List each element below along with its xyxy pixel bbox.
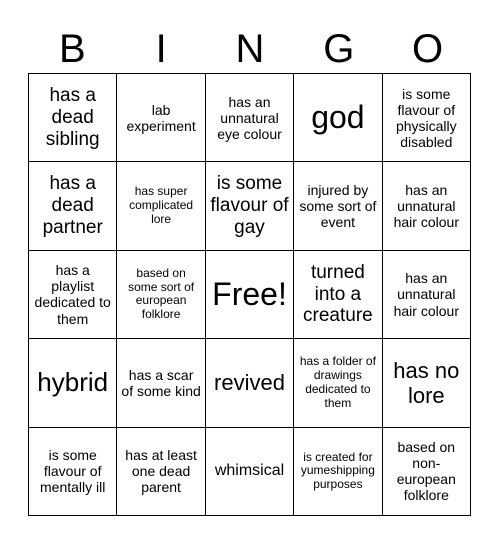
- bingo-cell[interactable]: [294, 339, 382, 427]
- bingo-cell-text: has no lore: [393, 357, 460, 408]
- bingo-cell[interactable]: [383, 251, 471, 339]
- bingo-cell[interactable]: [29, 428, 117, 516]
- bingo-cell-text: hybrid: [37, 366, 109, 397]
- bingo-cell-text: is some flavour of gay: [210, 173, 289, 239]
- bingo-cell[interactable]: [206, 428, 294, 516]
- bingo-cell[interactable]: [117, 162, 205, 250]
- bingo-cell[interactable]: [294, 428, 382, 516]
- bingo-cell-text: has an unnatural hair colour: [393, 270, 459, 319]
- bingo-cell-text: has a folder of drawings dedicated to them: [299, 354, 376, 410]
- bingo-cell-text: revived: [214, 370, 285, 396]
- bingo-cell[interactable]: [29, 74, 117, 162]
- bingo-cell-text: has at least one dead parent: [125, 447, 197, 496]
- bingo-cell-text: has a dead sibling: [45, 84, 100, 150]
- bingo-cell-text: based on some sort of european folklore: [128, 265, 195, 322]
- bingo-cell[interactable]: [206, 339, 294, 427]
- bingo-cell-text: has a playlist dedicated to them: [34, 262, 111, 327]
- bingo-cell[interactable]: [29, 162, 117, 250]
- bingo-cell-text: is created for yumeshipping purposes: [300, 449, 375, 492]
- bingo-cell[interactable]: [294, 74, 382, 162]
- bingo-cell-text: Free!: [212, 276, 287, 313]
- bingo-cell[interactable]: [294, 251, 382, 339]
- bingo-cell[interactable]: [383, 428, 471, 516]
- bingo-cell[interactable]: [29, 251, 117, 339]
- bingo-cell-text: whimsical: [214, 462, 285, 480]
- bingo-cell-text: injured by some sort of event: [299, 181, 377, 231]
- bingo-cell[interactable]: [117, 74, 205, 162]
- bingo-cell[interactable]: [117, 251, 205, 339]
- bingo-cell-text: has an unnatural eye colour: [217, 93, 282, 142]
- header-letter-i: I: [155, 27, 167, 71]
- bingo-board: [28, 73, 471, 516]
- bingo-cell-text: has super complicated lore: [129, 184, 194, 226]
- bingo-cell[interactable]: [117, 428, 205, 516]
- bingo-cell[interactable]: [383, 162, 471, 250]
- bingo-cell[interactable]: [383, 339, 471, 427]
- bingo-cell[interactable]: [29, 339, 117, 427]
- header-letter-b: B: [59, 27, 86, 71]
- bingo-cell-text: has an unnatural hair colour: [393, 181, 459, 231]
- bingo-cell[interactable]: [383, 74, 471, 162]
- bingo-cell[interactable]: [206, 74, 294, 162]
- bingo-header: [28, 24, 472, 74]
- free-space-cell[interactable]: [206, 251, 294, 339]
- header-letter-n: N: [235, 27, 265, 71]
- bingo-cell-text: has a scar of some kind: [121, 366, 201, 399]
- bingo-cell-text: has a dead partner: [42, 173, 103, 239]
- bingo-cell[interactable]: [206, 162, 294, 250]
- bingo-cell-text: is some flavour of mentally ill: [40, 447, 106, 496]
- bingo-cell-text: god: [311, 99, 365, 136]
- bingo-cell-text: turned into a creature: [303, 261, 373, 327]
- bingo-cell-text: lab experiment: [126, 101, 196, 134]
- bingo-cell[interactable]: [294, 162, 382, 250]
- bingo-cell-text: is some flavour of physically disabled: [395, 85, 457, 150]
- header-letter-o: O: [412, 27, 444, 71]
- bingo-cell-text: based on non-european folklore: [396, 439, 456, 504]
- header-letter-g: G: [323, 27, 355, 71]
- bingo-cell[interactable]: [117, 339, 205, 427]
